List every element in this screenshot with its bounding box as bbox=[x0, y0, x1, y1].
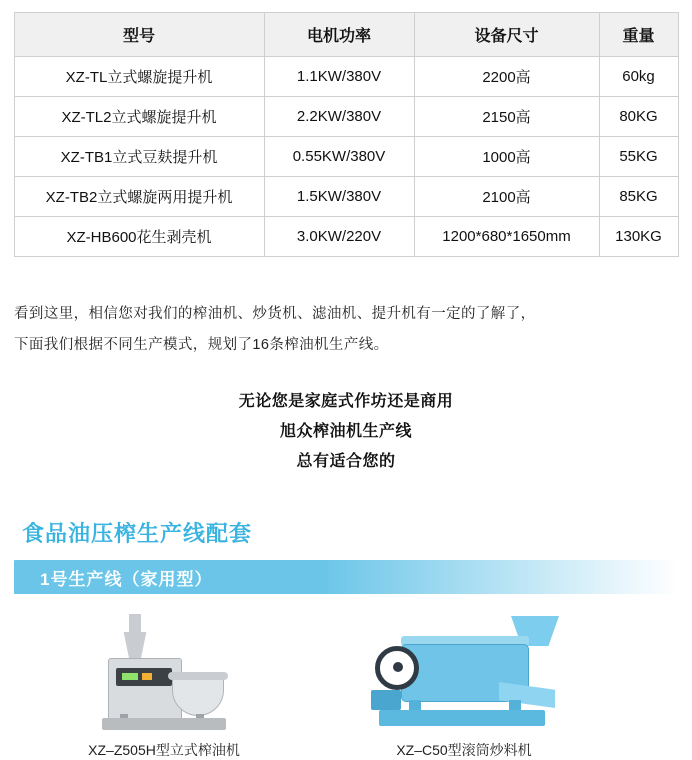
specification-table bbox=[14, 12, 679, 257]
product-caption: XZ–C50型滚筒炒料机 bbox=[396, 742, 532, 758]
table-header-model: 型号 bbox=[14, 13, 264, 57]
table-header-power: 电机功率 bbox=[264, 13, 414, 57]
product-item-oil-press bbox=[14, 608, 314, 760]
table-row bbox=[14, 137, 678, 177]
roaster-motor-shape bbox=[371, 690, 401, 710]
roaster-discharge-chute-shape bbox=[499, 682, 555, 708]
cell-model: XZ-TL立式螺旋提升机 bbox=[14, 57, 264, 97]
drum-roaster-illustration bbox=[349, 608, 579, 730]
oil-press-illustration bbox=[84, 608, 244, 730]
table-header bbox=[14, 13, 678, 57]
headline-line-3: 总有适合您的 bbox=[296, 453, 396, 470]
section-subtitle-label: 1号生产线（家用型） bbox=[40, 569, 213, 589]
cell-model: XZ-TB2立式螺旋两用提升机 bbox=[14, 177, 264, 217]
table-row bbox=[14, 97, 678, 137]
table-row bbox=[14, 217, 678, 257]
cell-size: 2150高 bbox=[414, 97, 599, 137]
headline-line-1: 无论您是家庭式作坊还是商用 bbox=[238, 393, 454, 410]
product-item-drum-roaster bbox=[314, 608, 614, 760]
cell-size: 2100高 bbox=[414, 177, 599, 217]
cell-size: 2200高 bbox=[414, 57, 599, 97]
cell-model: XZ-HB600花生剥壳机 bbox=[14, 217, 264, 257]
drum-roaster-machine-image bbox=[314, 608, 614, 730]
cell-power: 2.2KW/380V bbox=[264, 97, 414, 137]
cell-model: XZ-TB1立式豆麸提升机 bbox=[14, 137, 264, 177]
table-header-row bbox=[14, 13, 678, 57]
cell-weight: 85KG bbox=[599, 177, 678, 217]
cell-weight: 55KG bbox=[599, 137, 678, 177]
cell-power: 1.1KW/380V bbox=[264, 57, 414, 97]
machine-hopper-shape bbox=[120, 632, 150, 658]
headline-block bbox=[14, 387, 678, 477]
cell-weight: 130KG bbox=[599, 217, 678, 257]
oil-press-machine-image bbox=[14, 608, 314, 730]
table-body bbox=[14, 57, 678, 257]
product-caption: XZ–Z505H型立式榨油机 bbox=[88, 742, 240, 758]
cell-size: 1000高 bbox=[414, 137, 599, 177]
table-row bbox=[14, 57, 678, 97]
machine-base-shape bbox=[102, 718, 226, 730]
roaster-base-shape bbox=[379, 710, 545, 726]
cell-power: 3.0KW/220V bbox=[264, 217, 414, 257]
table-row bbox=[14, 177, 678, 217]
roaster-handwheel-hub-shape bbox=[393, 662, 403, 672]
cell-power: 0.55KW/380V bbox=[264, 137, 414, 177]
intro-paragraph-line-2: 下面我们根据不同生产模式，规划了16条榨油机生产线。 bbox=[14, 337, 389, 353]
intro-paragraph-line-1: 看到这里，相信您对我们的榨油机、炒货机、滤油机、提升机有一定的了解了， bbox=[14, 306, 536, 322]
product-list bbox=[14, 608, 678, 760]
panel-display-green bbox=[122, 673, 138, 680]
table-header-weight: 重量 bbox=[599, 13, 678, 57]
headline-line-2: 旭众榨油机生产线 bbox=[279, 423, 412, 440]
section-title: 食品油压榨生产线配套 bbox=[22, 521, 253, 546]
intro-paragraph bbox=[14, 299, 678, 361]
cell-weight: 80KG bbox=[599, 97, 678, 137]
machine-stack-shape bbox=[129, 614, 141, 634]
machine-control-panel-shape bbox=[116, 668, 172, 686]
section-subtitle-bar bbox=[14, 560, 678, 594]
cell-power: 1.5KW/380V bbox=[264, 177, 414, 217]
panel-display-amber bbox=[142, 673, 152, 680]
cell-weight: 60kg bbox=[599, 57, 678, 97]
table-header-size: 设备尺寸 bbox=[414, 13, 599, 57]
machine-bowl-rim-shape bbox=[168, 672, 228, 680]
cell-model: XZ-TL2立式螺旋提升机 bbox=[14, 97, 264, 137]
cell-size: 1200*680*1650mm bbox=[414, 217, 599, 257]
production-line-section bbox=[14, 517, 678, 760]
